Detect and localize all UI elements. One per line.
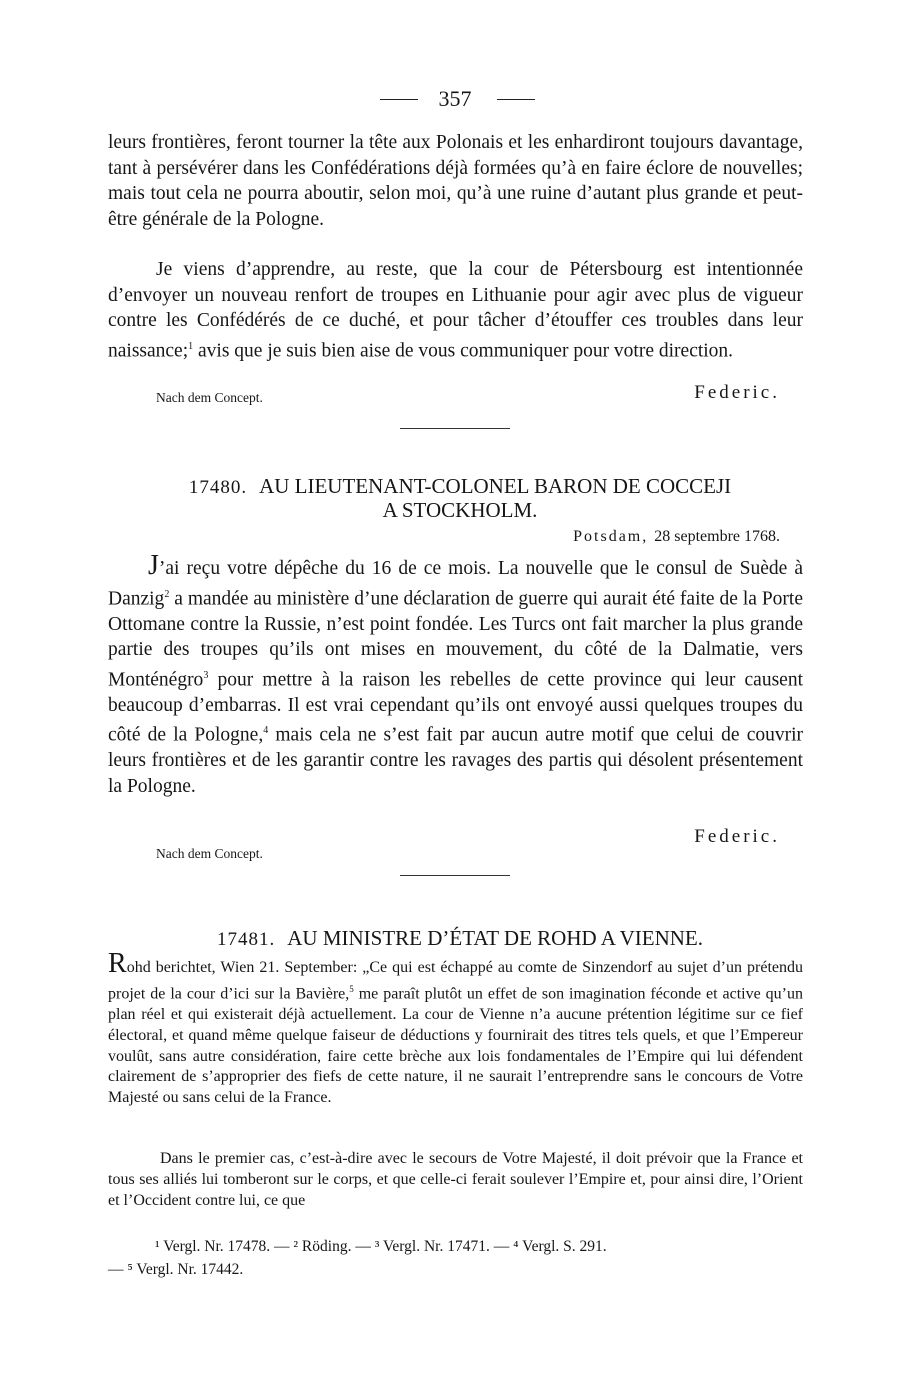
dateline-place: Potsdam,	[573, 528, 649, 545]
letter-title: AU MINISTRE D’ÉTAT DE ROHD A VIENNE.	[287, 926, 704, 950]
letter-number: 17481.	[216, 929, 276, 950]
drop-cap: R	[108, 948, 127, 979]
summary-text: ohd berichtet, Wien 21. September: „Ce qui est échappé au comte de Sinzendorf au sujet d’un prétendu projet de la cour d’ici sur la Bavière,	[108, 959, 803, 1003]
letter-title: AU LIEUTENANT-COLONEL BARON DE COCCEJI	[259, 474, 732, 498]
section-divider	[400, 428, 510, 429]
continuation-paragraph-2	[108, 257, 803, 364]
letter-text: a mandée au ministère d’une déclaration de guerre qui aurait été faite de la Porte Ottomane contre la Russie, n’est point fondée. Les Turcs ont fait marcher la plus grande partie des troupes qu’ils ont mises en mouvement, du côté de la Dalmatie, vers Monténégro	[108, 588, 803, 690]
letter-heading-line2: A STOCKHOLM.	[382, 498, 538, 522]
footnote-marker: 1	[188, 340, 194, 352]
letter-body	[108, 550, 803, 799]
page-number: 357	[438, 86, 472, 111]
dateline-date: 28 septembre 1768.	[654, 528, 780, 545]
page-header	[0, 86, 900, 114]
letter-number: 17480.	[188, 477, 248, 498]
letter-text: pour mettre à la raison les rebelles de cette province qui leur causent beaucoup d’embarras. Il est vrai cependant qu’ils ont envoyé aussi quelques troupes du côté de la Pologne,	[108, 669, 803, 746]
summary-text: me paraît plutôt un effet de son imagination féconde et active qu’un plan réel et qui existerait déjà actuellement. La cour de Vienne n’a aucune prétention légitime sur ce fief électoral, et quand même quelque faiseur de déductions y fournirait des titres tels quels, et que l’Empereur voulût, sans autre considération, faire cette brèche aux lois fondamentales de l’Empire qui lui défendent clairement de s’approprier des fiefs de cette nature, il ne saurait l’entreprendre sans le concours de Votre Majesté ou sans celui de la France.	[108, 985, 804, 1107]
source-note: Nach dem Concept.	[156, 846, 263, 861]
source-note: Nach dem Concept.	[156, 390, 263, 405]
continuation-paragraph: leurs frontières, feront tourner la tête aux Polonais et les enhardiront toujours davantage, tant à persévérer dans les Confédérations déjà formées qu’à en faire éclore de nouvelles; mais tout cela ne pourra aboutir, selon moi, qu’à une ruine d’autant plus grande et peut-être générale de la Pologne.	[108, 132, 803, 230]
footnote-line: ¹ Vergl. Nr. 17478. — ² Röding. — ³ Vergl. Nr. 17471. — ⁴ Vergl. S. 291.	[155, 1238, 607, 1255]
footnote-marker: 5	[349, 983, 354, 994]
footnote-marker: 4	[263, 725, 269, 736]
header-rule-right	[497, 99, 535, 100]
header-rule-left	[380, 99, 418, 100]
signature: Federic.	[694, 826, 780, 847]
footnote-marker: 2	[164, 588, 170, 600]
paragraph-text: avis que je suis bien aise de vous communiquer pour votre direction.	[193, 340, 734, 361]
footnote-line: — ⁵ Vergl. Nr. 17442.	[108, 1261, 244, 1278]
signature: Federic.	[694, 382, 780, 403]
drop-cap: J	[148, 550, 159, 581]
letter-heading	[120, 926, 800, 952]
paragraph-text: Je viens d’apprendre, au reste, que la cour de Pétersbourg est intentionnée d’envoyer un nouveau renfort de troupes en Lithuanie pour agir avec plus de vigueur contre les Confédérés de ce duché, et pour tâcher d’étouffer ces troubles dans leur naissance;	[108, 259, 803, 361]
footnote-marker: 3	[203, 669, 209, 681]
section-divider	[400, 875, 510, 876]
dateline	[420, 528, 780, 546]
summary-body	[108, 948, 804, 1109]
letter-text: mais cela ne s’est fait par aucun autre motif que celui de couvrir leurs frontières et de les garantir contre les ravages des partis qui désolent présentement la Pologne.	[108, 724, 803, 797]
summary-body-2: Dans le premier cas, c’est-à-dire avec le secours de Votre Majesté, il doit prévoir que la France et tous ses alliés lui tomberont sur le corps, et que celle-ci ferait soulever l’Empire et, pour ainsi dire, l’Orient et l’Occident contre lui, ce que	[108, 1150, 803, 1209]
letter-text: ’ai reçu votre dépêche du 16 de ce mois. La nouvelle que le consul de Suède à Danzig	[108, 558, 803, 609]
letter-heading	[120, 474, 800, 500]
